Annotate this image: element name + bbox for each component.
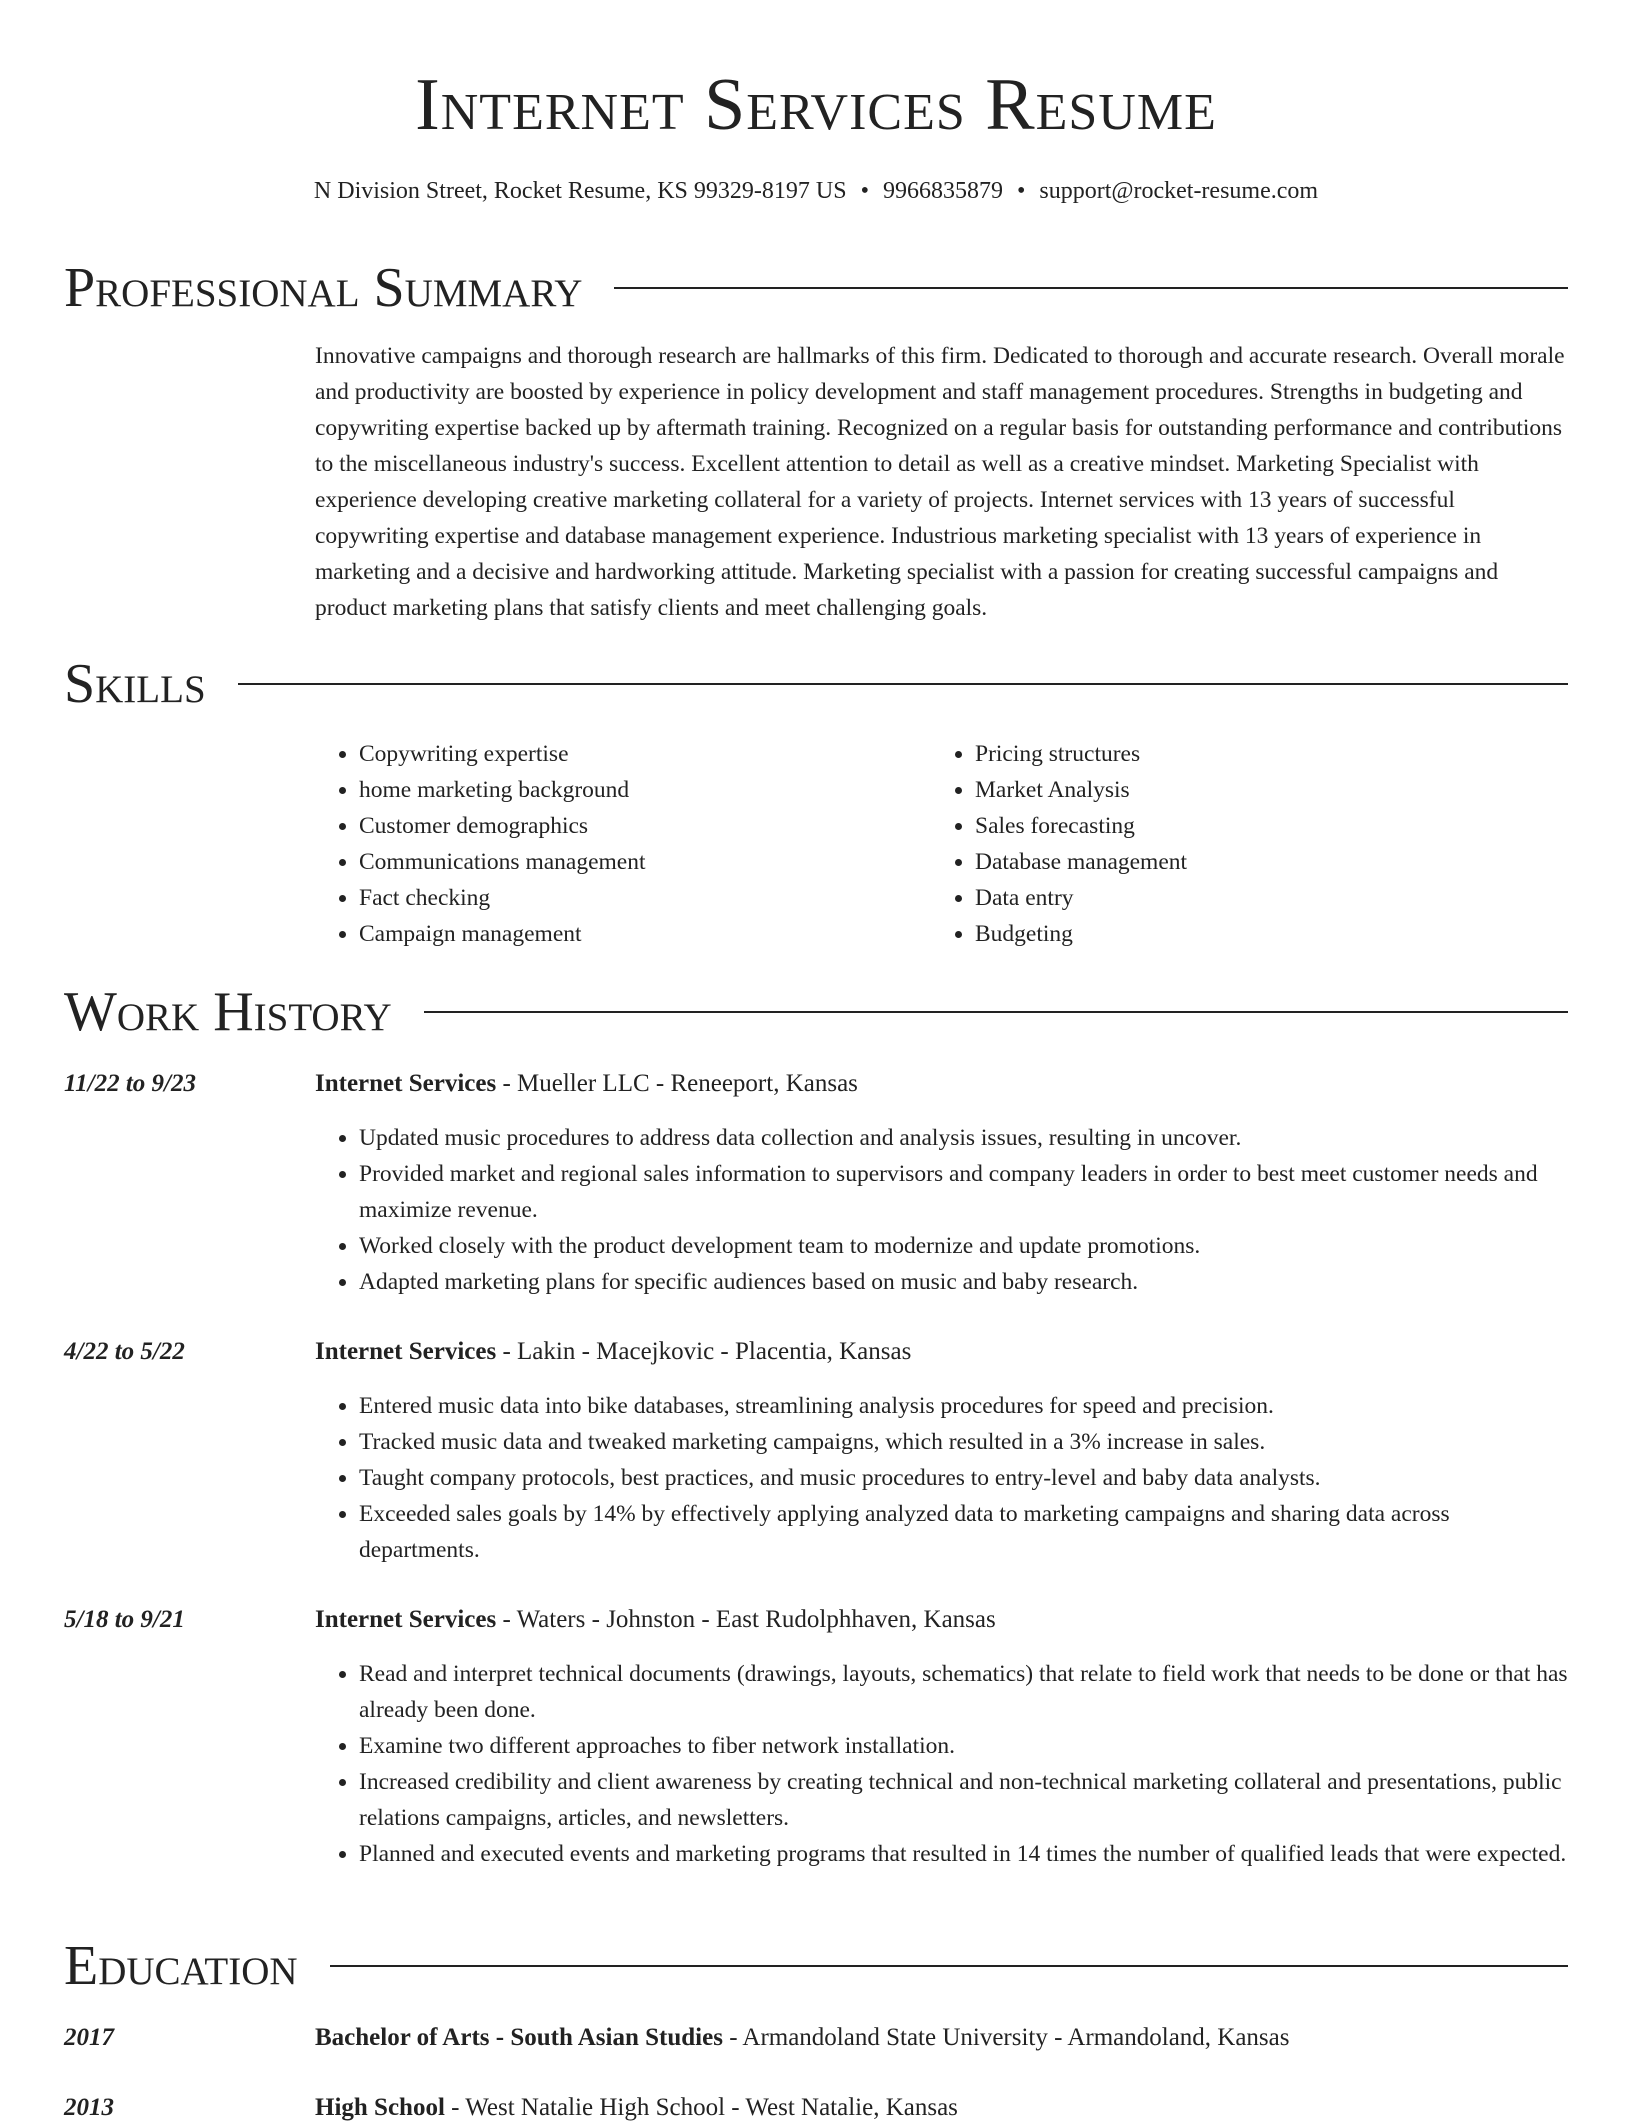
job-details: - Waters - Johnston - East Rudolphhaven, Kansas xyxy=(496,1606,996,1633)
work-history-heading xyxy=(64,980,1568,1044)
email-link[interactable]: support@rocket-resume.com xyxy=(1039,178,1319,204)
job-bullet: • Provided market and regional sales information to supervisors and company leaders in order to best meet customer needs and maximize revenue. xyxy=(359,1156,1568,1228)
job-bullet: • Updated music procedures to address data collection and analysis issues, resulting in uncover. xyxy=(359,1120,1568,1156)
skill-item: • Database management xyxy=(975,844,1491,880)
skill-item: • Budgeting xyxy=(975,916,1491,952)
job-dates: 5/18 to 9/21 xyxy=(64,1606,185,1633)
education-entry xyxy=(315,2090,1568,2126)
section-title: Education xyxy=(64,1935,298,1997)
skill-item: • Sales forecasting xyxy=(975,808,1491,844)
education-details: - West Natalie High School - West Natalie, Kansas xyxy=(444,2094,958,2121)
section-divider xyxy=(238,683,1568,685)
job-bullet: • Exceeded sales goals by 14% by effectively applying analyzed data to marketing campaigns and sharing data across departments. xyxy=(359,1496,1568,1568)
section-title: Work History xyxy=(64,981,392,1043)
summary-heading xyxy=(64,256,1568,320)
job-dates: 4/22 to 5/22 xyxy=(64,1338,185,1365)
job-header xyxy=(315,1066,1568,1102)
job-bullet: • Taught company protocols, best practices, and music procedures to entry-level and baby data analysts. xyxy=(359,1460,1568,1496)
separator: • xyxy=(1016,178,1026,204)
section-divider xyxy=(614,287,1568,289)
job-bullet: • Tracked music data and tweaked marketing campaigns, which resulted in a 3% increase in sales. xyxy=(359,1424,1568,1460)
education-details: - Armandoland State University - Armandoland, Kansas xyxy=(722,2024,1290,2051)
job-bullet: • Planned and executed events and marketing programs that resulted in 14 times the number of qualified leads that were expected. xyxy=(359,1836,1568,1872)
skill-item: • Market Analysis xyxy=(975,772,1491,808)
section-title: Professional Summary xyxy=(64,257,583,319)
job-role: Internet Services xyxy=(315,1070,497,1097)
job-bullet: • Worked closely with the product development team to modernize and update promotions. xyxy=(359,1228,1568,1264)
address-text: N Division Street, Rocket Resume, KS 99329-8197 US xyxy=(313,178,847,204)
education-entry xyxy=(315,2020,1568,2056)
skills-list-left xyxy=(315,736,875,952)
job-header xyxy=(315,1334,1568,1370)
education-heading xyxy=(64,1934,1568,1998)
job-dates: 11/22 to 9/23 xyxy=(64,1070,196,1097)
skills-heading xyxy=(64,652,1568,716)
job-role: Internet Services xyxy=(315,1338,497,1365)
skill-item: • home marketing background xyxy=(359,772,875,808)
contact-line xyxy=(0,174,1632,208)
education-year: 2017 xyxy=(64,2024,114,2051)
summary-text: Innovative campaigns and thorough research are hallmarks of this firm. Dedicated to thorough and accurate research. Overall morale and productivity are boosted by experience in policy development and staff management procedures. Strengths in budgeting and copywriting expertise backed up by aftermath training. Recognized on a regular basis for outstanding performance and contributions to the miscellaneous industry's success. Excellent attention to detail as well as a creative mindset. Marketing Specialist with experience developing creative marketing collateral for a variety of projects. Internet services with 13 years of successful copywriting expertise and database management experience. Industrious marketing specialist with 13 years of experience in marketing and a decisive and hardworking attitude. Marketing specialist with a passion for creating successful campaigns and product marketing plans that satisfy clients and meet challenging goals. xyxy=(315,343,1565,621)
job-header xyxy=(315,1602,1568,1638)
resume-title: Internet Services Resume xyxy=(415,64,1217,146)
education-degree: High School xyxy=(315,2094,445,2121)
phone-text: 9966835879 xyxy=(882,178,1003,204)
education-year: 2013 xyxy=(64,2094,114,2121)
section-title: Skills xyxy=(64,653,206,715)
job-bullet: • Examine two different approaches to fiber network installation. xyxy=(359,1728,1568,1764)
section-divider xyxy=(424,1011,1568,1013)
job-bullet: • Entered music data into bike databases, streamlining analysis procedures for speed and precision. xyxy=(359,1388,1568,1424)
job-bullets xyxy=(315,1388,1568,1568)
skill-item: • Copywriting expertise xyxy=(359,736,875,772)
job-role: Internet Services xyxy=(315,1606,497,1633)
job-details: - Lakin - Macejkovic - Placentia, Kansas xyxy=(496,1338,912,1365)
skill-item: • Fact checking xyxy=(359,880,875,916)
job-bullets xyxy=(315,1656,1568,1872)
skill-item: • Pricing structures xyxy=(975,736,1491,772)
skill-item: • Customer demographics xyxy=(359,808,875,844)
separator: • xyxy=(860,178,869,204)
job-details: - Mueller LLC - Reneeport, Kansas xyxy=(496,1070,858,1097)
skill-item: • Data entry xyxy=(975,880,1491,916)
skill-item: • Communications management xyxy=(359,844,875,880)
skills-list-right xyxy=(931,736,1491,952)
skill-item: • Campaign management xyxy=(359,916,875,952)
section-divider xyxy=(330,1965,1568,1967)
education-degree: Bachelor of Arts - South Asian Studies xyxy=(315,2024,723,2051)
job-bullet: • Adapted marketing plans for specific audiences based on music and baby research. xyxy=(359,1264,1568,1300)
job-bullets xyxy=(315,1120,1568,1300)
job-bullet: • Read and interpret technical documents (drawings, layouts, schematics) that relate to field work that needs to be done or that has already been done. xyxy=(359,1656,1568,1728)
job-bullet: • Increased credibility and client awareness by creating technical and non-technical marketing collateral and presentations, public relations campaigns, articles, and newsletters. xyxy=(359,1764,1568,1836)
